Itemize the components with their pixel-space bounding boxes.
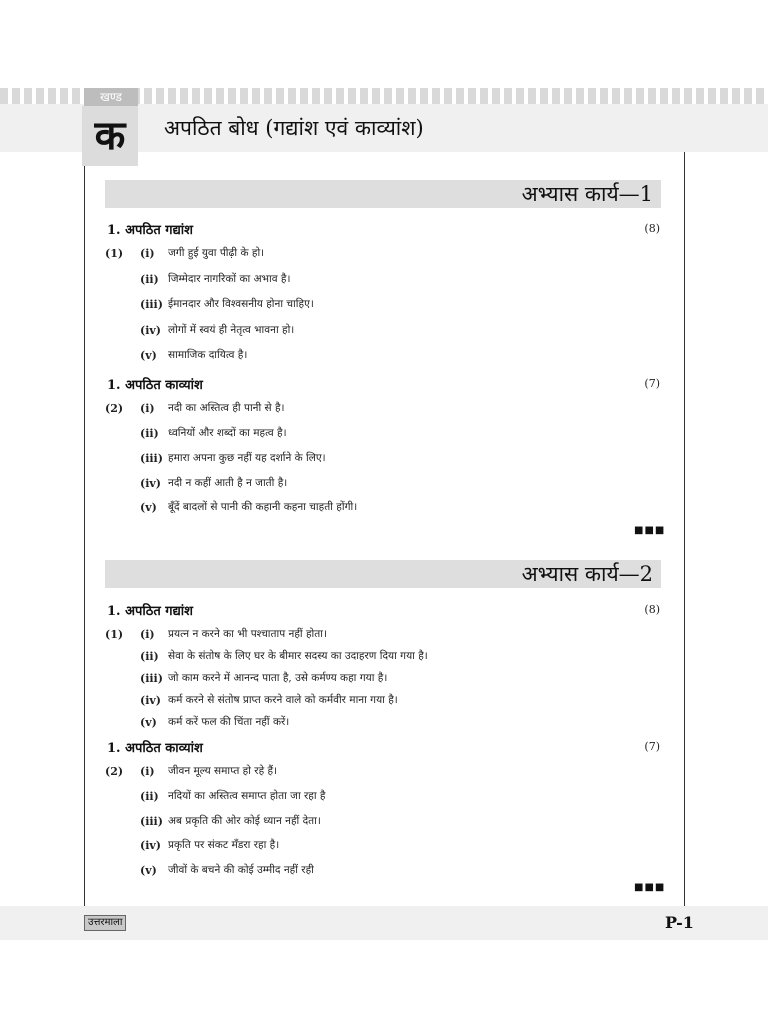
ex2-end-mark: ■■■ [634, 882, 666, 893]
khand-letter: क [82, 106, 138, 166]
answer-text: कर्म करने से संतोष प्राप्त करने वाले को कर्मवीर माना गया है। [168, 694, 398, 706]
roman-numeral: (iv) [140, 694, 161, 707]
roman-numeral: (v) [140, 864, 157, 877]
roman-numeral: (ii) [140, 790, 159, 803]
khand-label: खण्ड [84, 88, 138, 106]
roman-numeral: (v) [140, 349, 157, 362]
answer-text: जिम्मेदार नागरिकों का अभाव है। [168, 273, 291, 285]
ex2-section2-marks: (7) [644, 740, 660, 753]
roman-numeral: (iii) [140, 815, 163, 828]
answer-text: कर्म करें फल की चिंता नहीं करें। [168, 716, 290, 728]
exercise-2-band [105, 560, 661, 588]
roman-numeral: (iv) [140, 324, 161, 337]
ex1-section2-title: 1. अपठित काव्यांश [107, 378, 203, 393]
roman-numeral: (i) [140, 247, 155, 260]
roman-numeral: (iii) [140, 298, 163, 311]
answer-text: नदी न कहीं आती है न जाती है। [168, 477, 288, 489]
answer-text: जो काम करने में आनन्द पाता है, उसे कर्मण्य कहा गया है। [168, 672, 388, 684]
answer-text: जीवों के बचने की कोई उम्मीद नहीं रही [168, 864, 314, 876]
exercise-1-title: अभ्यास कार्य—1 [521, 182, 653, 206]
ex1-section1-title: 1. अपठित गद्यांश [107, 223, 193, 238]
page-number: P-1 [665, 913, 694, 932]
ex1-section2-qno: (2) [105, 402, 124, 415]
ex1-section1-qno: (1) [105, 247, 124, 260]
roman-numeral: (i) [140, 628, 155, 641]
roman-numeral: (ii) [140, 650, 159, 663]
answer-text: प्रयत्न न करने का भी पश्चाताप नहीं होता। [168, 628, 327, 640]
answer-text: सामाजिक दायित्व है। [168, 349, 248, 361]
exercise-1-band [105, 180, 661, 208]
roman-numeral: (iv) [140, 477, 161, 490]
chapter-title: अपठित बोध (गद्यांश एवं काव्यांश) [164, 116, 424, 140]
roman-numeral: (v) [140, 716, 157, 729]
ex2-section2-qno: (2) [105, 765, 124, 778]
ex1-section2-marks: (7) [644, 377, 660, 390]
footer-label: उत्तरमाला [84, 915, 126, 931]
roman-numeral: (iv) [140, 839, 161, 852]
answer-text: नदी का अस्तित्व ही पानी से है। [168, 402, 285, 414]
answer-text: बूँदें बादलों से पानी की कहानी कहना चाहती होंगी। [168, 501, 358, 513]
ex2-section1-marks: (8) [644, 603, 660, 616]
roman-numeral: (iii) [140, 452, 163, 465]
exercise-2-title: अभ्यास कार्य—2 [521, 562, 653, 586]
answer-text: हमारा अपना कुछ नहीं यह दर्शाने के लिए। [168, 452, 326, 464]
roman-numeral: (v) [140, 501, 157, 514]
answer-text: जगी हुई युवा पीढ़ी के हो। [168, 247, 265, 259]
answer-text: जीवन मूल्य समाप्त हो रहे हैं। [168, 765, 278, 777]
ex2-section2-title: 1. अपठित काव्यांश [107, 741, 203, 756]
answer-text: अब प्रकृति की ओर कोई ध्यान नहीं देता। [168, 815, 321, 827]
answer-text: लोगों में स्वयं ही नेतृत्व भावना हो। [168, 324, 295, 336]
answer-text: नदियों का अस्तित्व समाप्त होता जा रहा है [168, 790, 326, 802]
answer-text: सेवा के संतोष के लिए घर के बीमार सदस्य का उदाहरण दिया गया है। [168, 650, 428, 662]
answer-text: ध्वनियों और शब्दों का महत्व है। [168, 427, 287, 439]
ex1-section1-marks: (8) [644, 222, 660, 235]
ex2-section1-qno: (1) [105, 628, 124, 641]
answer-text: प्रकृति पर संकट मँडरा रहा है। [168, 839, 280, 851]
ex2-section1-title: 1. अपठित गद्यांश [107, 604, 193, 619]
roman-numeral: (iii) [140, 672, 163, 685]
left-rule [84, 166, 85, 906]
right-rule [684, 152, 685, 906]
answer-text: ईमानदार और विश्वसनीय होना चाहिए। [168, 298, 314, 310]
roman-numeral: (i) [140, 402, 155, 415]
ex1-end-mark: ■■■ [634, 525, 666, 536]
roman-numeral: (ii) [140, 427, 159, 440]
roman-numeral: (ii) [140, 273, 159, 286]
roman-numeral: (i) [140, 765, 155, 778]
